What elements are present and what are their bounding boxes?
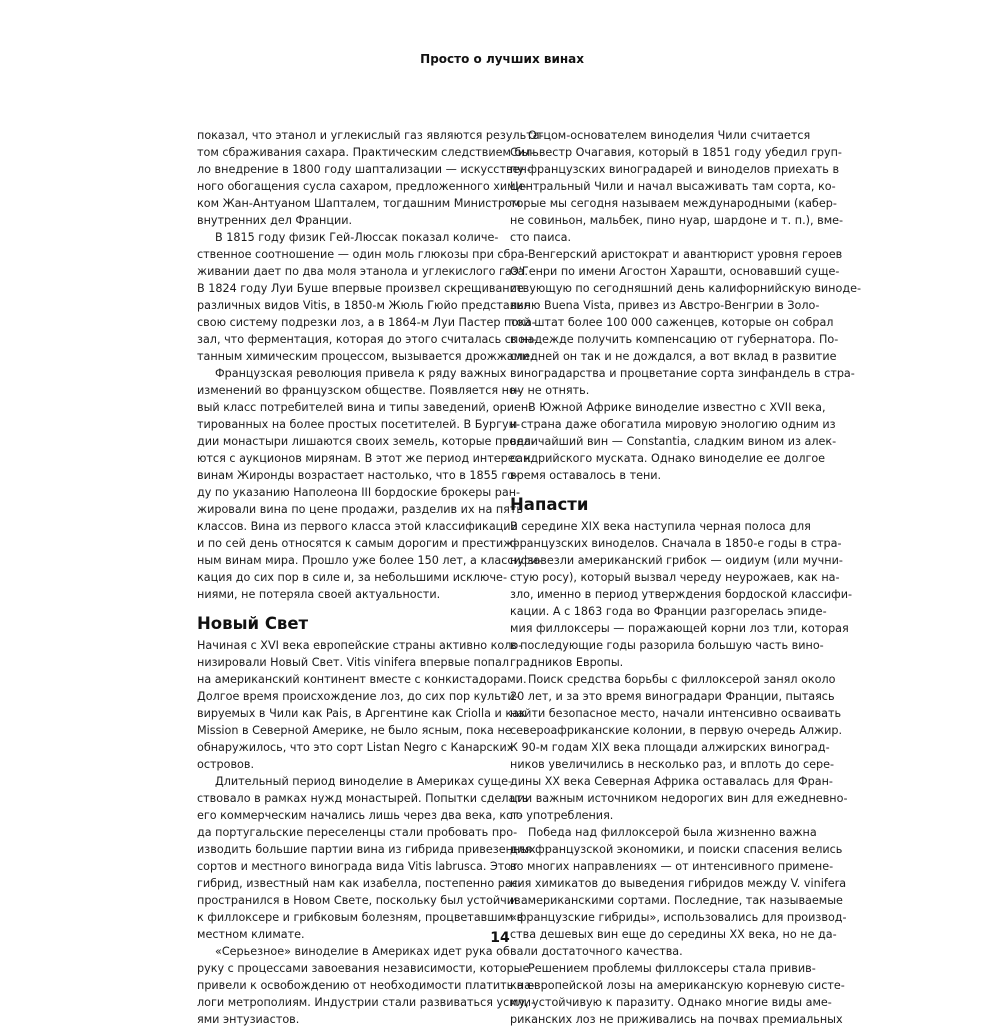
text-line: зло, именно в период утверждения бордоской классифи- <box>510 588 853 601</box>
text-line: ются с аукционов мирянам. В этот же период интерес к <box>197 452 532 465</box>
paragraph-first-line: Французская революция привела к ряду важных <box>215 367 507 380</box>
text-line: и по сей день относятся к самым дорогим и престиж- <box>197 537 518 550</box>
text-line: пу французских виноградарей и виноделов приехать в <box>510 163 840 176</box>
text-line: вый класс потребителей вина и типы заведений, ориен- <box>197 401 533 414</box>
text-line: дины XX века Северная Африка оставалась для Фран- <box>510 775 833 788</box>
paragraph-first-line: В Южной Африке виноделие известно с XVII века, <box>528 401 826 414</box>
text-line: да португальские переселенцы стали пробовать про- <box>197 826 518 839</box>
text-line: К 90-м годам XIX века площади алжирских виноград- <box>510 741 830 754</box>
text-line: дии монастыри лишаются своих земель, которые прода- <box>197 435 535 448</box>
section-heading: Новый Свет <box>197 614 309 633</box>
text-line: ного обогащения сусла сахаром, предложенного хими- <box>197 180 527 193</box>
text-line: вали достаточного качества. <box>510 945 683 958</box>
text-line: Сильвестр Очагавия, который в 1851 году убедил груп- <box>510 146 842 159</box>
page-number: 14 <box>490 930 510 946</box>
text-line: местном климате. <box>197 928 305 941</box>
text-line: в надежде получить компенсацию от губернатора. По- <box>510 333 839 346</box>
text-line: том сбраживания сахара. Практическим следствием бы- <box>197 146 535 159</box>
text-line: В 1824 году Луи Буше впервые произвел скрещивание <box>197 282 524 295</box>
paragraph-first-line: В 1815 году физик Гей-Люссак показал количе- <box>215 231 499 244</box>
text-line: низировали Новый Свет. Vitis vinifera впервые попал <box>197 656 509 669</box>
text-line: кация до сих пор в силе и, за небольшими исключе- <box>197 571 507 584</box>
paragraph-first-line: Длительный период виноделие в Америках суще- <box>215 775 513 788</box>
text-line: привели к освобождению от необходимости платить на- <box>197 979 535 992</box>
text-line: Долгое время происхождение лоз, до сих пор культи- <box>197 690 519 703</box>
text-line: риканских лоз не приживались на почвах премиальных <box>510 1013 843 1026</box>
text-line: ния химикатов до выведения гибридов между V. vinifera <box>510 877 847 890</box>
section-heading: Напасти <box>510 495 589 514</box>
text-line: той штат более 100 000 саженцев, которые он собрал <box>510 316 834 329</box>
text-line: величайший вин — Constantia, сладким вином из алек- <box>510 435 837 448</box>
text-line: не совиньон, мальбек, пино нуар, шардоне и т. п.), вме- <box>510 214 844 227</box>
text-line: О'Генри по имени Агостон Харашти, основавший суще- <box>510 265 840 278</box>
text-line: следней он так и не дождался, а вот вклад в развитие <box>510 350 837 363</box>
paragraph-first-line: Победа над филлоксерой была жизненно важна <box>528 826 817 839</box>
text-line: танным химическим процессом, вызывается дрожжами. <box>197 350 534 363</box>
text-line: ствовало в рамках нужд монастырей. Попытки сделать <box>197 792 529 805</box>
text-line: обнаружилось, что это сорт Listan Negro с Канарских <box>197 741 514 754</box>
text-line: изводить большие партии вина из гибрида привезенных <box>197 843 536 856</box>
text-line: ну завезли американский грибок — оидиум (или мучни- <box>510 554 843 567</box>
paragraph-first-line: «Серьезное» виноделие в Америках идет рука об <box>215 945 510 958</box>
text-line: виноградарства и процветание сорта зинфандель в стра- <box>510 367 855 380</box>
text-line: свою систему подрезки лоз, а в 1864-м Луи Пастер пока- <box>197 316 536 329</box>
text-line: градников Европы. <box>510 656 624 669</box>
text-line: зал, что ферментация, которая до этого считалась спон- <box>197 333 537 346</box>
text-line: на американский континент вместе с конкистадорами. <box>197 673 527 686</box>
text-line: и страна даже обогатила мировую энологию одним из <box>510 418 836 431</box>
text-line: Mission в Северной Америке, не было ясным, пока не <box>197 724 512 737</box>
text-line: логи метрополиям. Индустрии стали развиваться усили- <box>197 996 536 1009</box>
paragraph-first-line: Отцом-основателем виноделия Чили считается <box>528 129 811 142</box>
text-line: для французской экономики, и поиски спасения велись <box>510 843 843 856</box>
text-line: сандрийского муската. Однако виноделие ее долгое <box>510 452 826 465</box>
text-line: в последующие годы разорила большую часть вино- <box>510 639 824 652</box>
text-line: гибрид, известный нам как изабелла, постепенно рас- <box>197 877 522 890</box>
paragraph-first-line: Решением проблемы филлоксеры стала привив- <box>528 962 816 975</box>
text-line: ка европейской лозы на американскую корневую систе- <box>510 979 845 992</box>
text-line: вируемых в Чили как Pais, в Аргентине как Criolla и как <box>197 707 526 720</box>
text-line: внутренних дел Франции. <box>197 214 353 227</box>
text-line: ло внедрение в 1800 году шаптализации — искусствен- <box>197 163 531 176</box>
text-line: ду по указанию Наполеона III бордоские брокеры ран- <box>197 486 521 499</box>
text-line: сто паиса. <box>510 231 572 244</box>
text-line: к филлоксере и грибковым болезням, процветавшим в <box>197 911 524 924</box>
text-line: живании дает по два моля этанола и углекислого газа. <box>197 265 529 278</box>
paragraph-first-line: Венгерский аристократ и авантюрист уровня героев <box>528 248 843 261</box>
text-line: мия филлоксеры — поражающей корни лоз тли, которая <box>510 622 849 635</box>
text-line: его коммерческим начались лишь через два века, ког- <box>197 809 523 822</box>
text-line: ственное соотношение — один моль глюкозы при сбра- <box>197 248 529 261</box>
text-line: ства дешевых вин еще до середины XX века, но не да- <box>510 928 837 941</box>
text-line: «французские гибриды», использовались для производ- <box>510 911 847 924</box>
text-line: ями энтузиастов. <box>197 1013 300 1026</box>
text-line: 20 лет, и за это время виноградари Франции, пытаясь <box>510 690 835 703</box>
text-line: Центральный Чили и начал высаживать там сорта, ко- <box>510 180 836 193</box>
text-line: стую росу), который вызвал череду неурожаев, как на- <box>510 571 840 584</box>
text-line: Начиная с XVI века европейские страны активно коло- <box>197 639 523 652</box>
text-line: найти безопасное место, начали интенсивно осваивать <box>510 707 842 720</box>
text-line: тированных на более простых посетителей. В Бургун- <box>197 418 520 431</box>
right-column <box>510 127 861 1028</box>
text-line: льню Buena Vista, привез из Австро-Венгрии в Золо- <box>510 299 820 312</box>
text-line: классов. Вина из первого класса этой классификации <box>197 520 518 533</box>
running-head: Просто о лучших винах <box>420 52 584 66</box>
text-line: руку с процессами завоевания независимости, которые <box>197 962 530 975</box>
text-line: жировали вина по цене продажи, разделив их на пять <box>197 503 524 516</box>
text-line: ну не отнять. <box>510 384 590 397</box>
text-line: ников увеличились в несколько раз, и вплоть до сере- <box>510 758 835 771</box>
text-line: островов. <box>197 758 255 771</box>
text-line: французских виноделов. Сначала в 1850-е годы в стра- <box>510 537 842 550</box>
text-line: ным винам мира. Прошло уже более 150 лет, а классифи- <box>197 554 542 567</box>
text-line: во многих направлениях — от интенсивного примене- <box>510 860 834 873</box>
text-line: ции важным источником недорогих вин для ежедневно- <box>510 792 848 805</box>
text-line: и американскими сортами. Последние, так называемые <box>510 894 843 907</box>
text-line: ниями, не потеряла своей актуальности. <box>197 588 441 601</box>
text-line: торые мы сегодня называем международными (кабер- <box>510 197 837 210</box>
text-line: сортов и местного винограда вида Vitis labrusca. Этот <box>197 860 518 873</box>
text-line: ком Жан-Антуаном Шапталем, тогдашним Министром <box>197 197 521 210</box>
text-line: В середине XIX века наступила черная полоса для <box>510 520 811 533</box>
text-line: пространился в Новом Свете, поскольку был устойчив <box>197 894 521 907</box>
text-line: изменений во французском обществе. Появляется но- <box>197 384 520 397</box>
text-line: кации. А с 1863 года во Франции разгорелась эпиде- <box>510 605 827 618</box>
text-line: время оставалось в тени. <box>510 469 662 482</box>
text-line: му, устойчивую к паразиту. Однако многие виды аме- <box>510 996 832 1009</box>
paragraph-first-line: Поиск средства борьбы с филлоксерой занял около <box>528 673 836 686</box>
text-line: ствующую по сегодняшний день калифорнийскую виноде- <box>510 282 861 295</box>
text-line: различных видов Vitis, в 1850-м Жюль Гюйо представил <box>197 299 531 312</box>
text-line: го употребления. <box>510 809 614 822</box>
text-line: показал, что этанол и углекислый газ являются результа- <box>197 129 544 142</box>
text-line: североафриканские колонии, в первую очередь Алжир. <box>510 724 843 737</box>
text-line: винам Жиронды возрастает настолько, что в 1855 го- <box>197 469 519 482</box>
